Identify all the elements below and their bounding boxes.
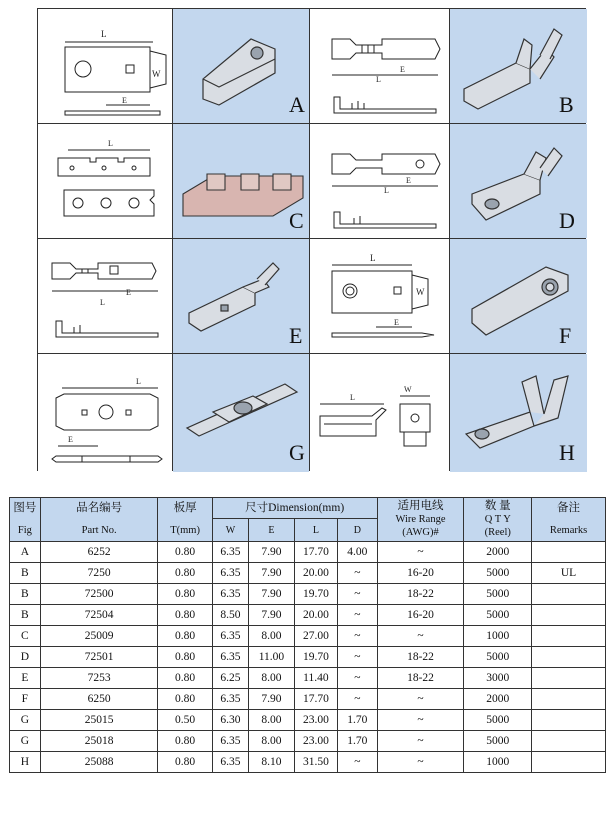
table-row: [10, 563, 606, 584]
cell-w: 6.35: [212, 626, 249, 647]
cell-wire: ~: [377, 710, 464, 731]
cell-part: 25018: [40, 731, 158, 752]
cell-wire: 18-22: [377, 584, 464, 605]
cell-wire: 16-20: [377, 605, 464, 626]
cell-l: 19.70: [294, 647, 337, 668]
header-thickness: 板厚 T(mm): [158, 498, 212, 542]
cell-fig: G: [10, 731, 41, 752]
cell-remarks: [532, 710, 606, 731]
cell-w: 6.35: [212, 731, 249, 752]
cell-remarks: [532, 626, 606, 647]
cell-part: 6250: [40, 689, 158, 710]
cell-wire: 18-22: [377, 668, 464, 689]
cell-t: 0.80: [158, 626, 212, 647]
header-qty: 数 量 Q T Y (Reel): [464, 498, 532, 542]
svg-text:E: E: [122, 96, 127, 105]
cell-l: 17.70: [294, 689, 337, 710]
cell-qty: 2000: [464, 689, 532, 710]
drawing-c: [38, 124, 172, 238]
header-remarks: 备注 Remarks: [532, 498, 606, 542]
cell-d: 1.70: [338, 710, 377, 731]
cell-fig: H: [10, 752, 41, 773]
figure-letter-d: D: [559, 208, 575, 233]
cell-qty: 5000: [464, 605, 532, 626]
cell-fig: C: [10, 626, 41, 647]
figure-letter-a: A: [289, 92, 305, 117]
cell-remarks: [532, 731, 606, 752]
svg-text:L: L: [350, 393, 355, 402]
cell-remarks: [532, 668, 606, 689]
cell-t: 0.80: [158, 542, 212, 563]
cell-e: 11.00: [249, 647, 294, 668]
cell-d: ~: [338, 647, 377, 668]
figure-letter-f: F: [559, 323, 572, 348]
cell-l: 20.00: [294, 563, 337, 584]
photo-h: [450, 354, 587, 472]
cell-e: 7.90: [249, 563, 294, 584]
table-row: [10, 626, 606, 647]
cell-l: 17.70: [294, 542, 337, 563]
table-row: [10, 668, 606, 689]
cell-l: 11.40: [294, 668, 337, 689]
cell-l: 19.70: [294, 584, 337, 605]
cell-qty: 5000: [464, 710, 532, 731]
photo-c: [173, 124, 309, 238]
cell-part: 72504: [40, 605, 158, 626]
cell-qty: 2000: [464, 542, 532, 563]
photo-e: [173, 239, 309, 353]
dim-label-l: L: [101, 29, 107, 39]
cell-wire: 18-22: [377, 647, 464, 668]
cell-w: 6.35: [212, 542, 249, 563]
cell-qty: 5000: [464, 584, 532, 605]
svg-text:E: E: [400, 65, 405, 74]
cell-qty: 5000: [464, 563, 532, 584]
drawing-e: [38, 239, 172, 353]
figure-letter-e: E: [289, 323, 303, 348]
cell-part: 72501: [40, 647, 158, 668]
photo-g: [173, 354, 309, 472]
cell-qty: 5000: [464, 731, 532, 752]
cell-part: 25009: [40, 626, 158, 647]
drawing-b: [310, 9, 449, 123]
table-row: [10, 542, 606, 563]
cell-remarks: [532, 689, 606, 710]
cell-wire: ~: [377, 542, 464, 563]
photo-d: [450, 124, 587, 238]
cell-e: 8.00: [249, 626, 294, 647]
cell-e: 7.90: [249, 689, 294, 710]
cell-wire: 16-20: [377, 563, 464, 584]
svg-text:W: W: [416, 287, 425, 297]
cell-d: ~: [338, 584, 377, 605]
cell-part: 72500: [40, 584, 158, 605]
cell-w: 6.30: [212, 710, 249, 731]
header-dim-w: W: [212, 519, 249, 542]
header-dim-e: E: [249, 519, 294, 542]
cell-part: 6252: [40, 542, 158, 563]
figure-letter-g: G: [289, 440, 305, 465]
cell-t: 0.80: [158, 563, 212, 584]
cell-l: 23.00: [294, 731, 337, 752]
svg-text:W: W: [404, 385, 412, 394]
svg-text:E: E: [394, 318, 399, 327]
cell-t: 0.50: [158, 710, 212, 731]
cell-w: 6.25: [212, 668, 249, 689]
figure-letter-c: C: [289, 208, 304, 233]
cell-part: 7250: [40, 563, 158, 584]
header-dim-d: D: [338, 519, 377, 542]
spec-table: [9, 497, 606, 773]
cell-fig: B: [10, 584, 41, 605]
drawing-f: [310, 239, 449, 353]
table-row: [10, 710, 606, 731]
cell-d: 1.70: [338, 731, 377, 752]
cell-fig: E: [10, 668, 41, 689]
cell-d: ~: [338, 752, 377, 773]
svg-text:L: L: [136, 377, 141, 386]
figure-grid: [37, 8, 586, 471]
svg-text:E: E: [126, 288, 131, 297]
cell-fig: G: [10, 710, 41, 731]
cell-fig: B: [10, 563, 41, 584]
cell-e: 8.00: [249, 668, 294, 689]
cell-part: 25088: [40, 752, 158, 773]
svg-text:E: E: [406, 176, 411, 185]
drawing-g: [38, 354, 172, 472]
cell-qty: 1000: [464, 626, 532, 647]
cell-remarks: [532, 542, 606, 563]
svg-text:W: W: [152, 69, 161, 79]
cell-l: 31.50: [294, 752, 337, 773]
cell-e: 7.90: [249, 584, 294, 605]
cell-e: 7.90: [249, 542, 294, 563]
cell-l: 23.00: [294, 710, 337, 731]
table-row: [10, 584, 606, 605]
photo-a: [173, 9, 309, 123]
cell-qty: 3000: [464, 668, 532, 689]
cell-d: ~: [338, 689, 377, 710]
cell-remarks: UL: [532, 563, 606, 584]
cell-w: 8.50: [212, 605, 249, 626]
cell-wire: ~: [377, 689, 464, 710]
cell-w: 6.35: [212, 647, 249, 668]
table-row: [10, 689, 606, 710]
cell-e: 8.00: [249, 710, 294, 731]
cell-l: 27.00: [294, 626, 337, 647]
cell-t: 0.80: [158, 752, 212, 773]
svg-text:L: L: [370, 253, 376, 263]
cell-t: 0.80: [158, 689, 212, 710]
svg-text:E: E: [68, 435, 73, 444]
cell-e: 8.10: [249, 752, 294, 773]
cell-wire: ~: [377, 731, 464, 752]
cell-fig: D: [10, 647, 41, 668]
cell-d: ~: [338, 626, 377, 647]
cell-w: 6.35: [212, 563, 249, 584]
cell-t: 0.80: [158, 605, 212, 626]
cell-d: ~: [338, 605, 377, 626]
table-row: [10, 605, 606, 626]
cell-t: 0.80: [158, 668, 212, 689]
cell-w: 6.35: [212, 584, 249, 605]
cell-t: 0.80: [158, 647, 212, 668]
cell-d: ~: [338, 563, 377, 584]
header-part-no: 品名编号 Part No.: [40, 498, 158, 542]
cell-w: 6.35: [212, 752, 249, 773]
cell-qty: 5000: [464, 647, 532, 668]
svg-text:L: L: [376, 75, 381, 84]
cell-fig: B: [10, 605, 41, 626]
table-row: [10, 647, 606, 668]
header-wire-range: 适用电线 Wire Range (AWG)#: [377, 498, 464, 542]
table-row: [10, 731, 606, 752]
cell-remarks: [532, 647, 606, 668]
cell-t: 0.80: [158, 731, 212, 752]
header-dimension: 尺寸Dimension(mm): [212, 498, 377, 519]
cell-e: 8.00: [249, 731, 294, 752]
table-row: [10, 752, 606, 773]
cell-qty: 1000: [464, 752, 532, 773]
cell-t: 0.80: [158, 584, 212, 605]
cell-wire: ~: [377, 626, 464, 647]
cell-part: 7253: [40, 668, 158, 689]
cell-remarks: [532, 584, 606, 605]
header-dim-l: L: [294, 519, 337, 542]
photo-f: [450, 239, 587, 353]
cell-part: 25015: [40, 710, 158, 731]
cell-remarks: [532, 605, 606, 626]
figure-letter-b: B: [559, 92, 574, 117]
svg-text:L: L: [108, 139, 113, 148]
cell-e: 7.90: [249, 605, 294, 626]
svg-text:L: L: [384, 186, 389, 195]
svg-text:L: L: [100, 298, 105, 307]
drawing-d: [310, 124, 449, 238]
drawing-a: [38, 9, 172, 123]
cell-fig: A: [10, 542, 41, 563]
cell-fig: F: [10, 689, 41, 710]
photo-b: [450, 9, 587, 123]
cell-wire: ~: [377, 752, 464, 773]
cell-l: 20.00: [294, 605, 337, 626]
cell-d: 4.00: [338, 542, 377, 563]
drawing-h: [310, 354, 449, 472]
figure-letter-h: H: [559, 440, 575, 465]
cell-d: ~: [338, 668, 377, 689]
cell-remarks: [532, 752, 606, 773]
cell-w: 6.35: [212, 689, 249, 710]
header-fig: 图号 Fig: [10, 498, 41, 542]
